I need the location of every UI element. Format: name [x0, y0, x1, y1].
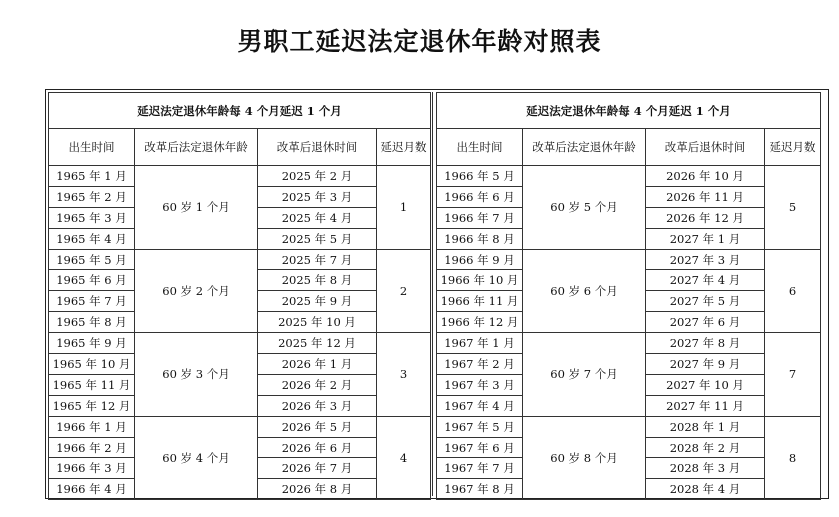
retirement-time-cell: 2025 年 2 月: [258, 166, 377, 187]
retirement-age-cell: 60 岁 5 个月: [523, 166, 646, 250]
table-row: [437, 166, 821, 187]
birth-cell: 1966 年 3 月: [49, 458, 135, 479]
retirement-time-cell: 2027 年 3 月: [646, 249, 765, 270]
birth-cell: 1965 年 10 月: [49, 354, 135, 375]
left-header-age: 改革后法定退休年龄: [135, 129, 258, 166]
retirement-age-cell: 60 岁 3 个月: [135, 333, 258, 417]
birth-cell: 1966 年 1 月: [49, 416, 135, 437]
right-table: [436, 92, 821, 500]
birth-cell: 1966 年 12 月: [437, 312, 523, 333]
birth-cell: 1965 年 11 月: [49, 374, 135, 395]
retirement-time-cell: 2027 年 4 月: [646, 270, 765, 291]
retirement-time-cell: 2026 年 10 月: [646, 166, 765, 187]
retirement-age-cell: 60 岁 1 个月: [135, 166, 258, 250]
table-row: [49, 249, 431, 270]
retirement-time-cell: 2025 年 8 月: [258, 270, 377, 291]
table-row: [49, 416, 431, 437]
birth-cell: 1966 年 11 月: [437, 291, 523, 312]
page-title: 男职工延迟法定退休年龄对照表: [237, 27, 602, 56]
birth-cell: 1965 年 7 月: [49, 291, 135, 312]
birth-cell: 1967 年 4 月: [437, 395, 523, 416]
right-header-birth: 出生时间: [437, 129, 523, 166]
left-header-retire: 改革后退休时间: [258, 129, 377, 166]
left-table: [48, 92, 431, 500]
retirement-time-cell: 2026 年 6 月: [258, 437, 377, 458]
birth-cell: 1965 年 5 月: [49, 249, 135, 270]
retirement-time-cell: 2026 年 5 月: [258, 416, 377, 437]
retirement-time-cell: 2025 年 4 月: [258, 207, 377, 228]
birth-cell: 1965 年 8 月: [49, 312, 135, 333]
retirement-time-cell: 2026 年 3 月: [258, 395, 377, 416]
retirement-time-cell: 2028 年 3 月: [646, 458, 765, 479]
birth-cell: 1965 年 6 月: [49, 270, 135, 291]
retirement-time-cell: 2026 年 8 月: [258, 479, 377, 500]
center-divider: [432, 92, 433, 496]
birth-cell: 1967 年 1 月: [437, 333, 523, 354]
table-row: [437, 249, 821, 270]
table-row: [49, 166, 431, 187]
retirement-time-cell: 2027 年 1 月: [646, 228, 765, 249]
retirement-time-cell: 2027 年 6 月: [646, 312, 765, 333]
birth-cell: 1966 年 2 月: [49, 437, 135, 458]
table-row: [437, 333, 821, 354]
retirement-age-cell: 60 岁 2 个月: [135, 249, 258, 333]
retirement-time-cell: 2027 年 11 月: [646, 395, 765, 416]
right-header-age: 改革后法定退休年龄: [523, 129, 646, 166]
retirement-time-cell: 2028 年 2 月: [646, 437, 765, 458]
birth-cell: 1966 年 5 月: [437, 166, 523, 187]
retirement-time-cell: 2027 年 10 月: [646, 374, 765, 395]
birth-cell: 1967 年 7 月: [437, 458, 523, 479]
table-row: [437, 416, 821, 437]
birth-cell: 1966 年 8 月: [437, 228, 523, 249]
delay-months-cell: 4: [377, 416, 431, 500]
retirement-time-cell: 2025 年 7 月: [258, 249, 377, 270]
birth-cell: 1966 年 10 月: [437, 270, 523, 291]
retirement-time-cell: 2027 年 9 月: [646, 354, 765, 375]
retirement-time-cell: 2025 年 9 月: [258, 291, 377, 312]
right-header-delay: 延迟月数: [765, 129, 821, 166]
birth-cell: 1966 年 6 月: [437, 186, 523, 207]
right-table-body: [437, 166, 821, 500]
delay-months-cell: 8: [765, 416, 821, 500]
birth-cell: 1967 年 5 月: [437, 416, 523, 437]
retirement-time-cell: 2026 年 1 月: [258, 354, 377, 375]
retirement-time-cell: 2025 年 3 月: [258, 186, 377, 207]
retirement-time-cell: 2025 年 12 月: [258, 333, 377, 354]
birth-cell: 1966 年 9 月: [437, 249, 523, 270]
retirement-time-cell: 2027 年 5 月: [646, 291, 765, 312]
left-section-title: 延迟法定退休年龄每 4 个月延迟 1 个月: [49, 93, 431, 129]
birth-cell: 1965 年 4 月: [49, 228, 135, 249]
birth-cell: 1965 年 9 月: [49, 333, 135, 354]
birth-cell: 1966 年 7 月: [437, 207, 523, 228]
retirement-age-cell: 60 岁 6 个月: [523, 249, 646, 333]
left-header-birth: 出生时间: [49, 129, 135, 166]
delay-months-cell: 6: [765, 249, 821, 333]
retirement-time-cell: 2027 年 8 月: [646, 333, 765, 354]
retirement-time-cell: 2026 年 11 月: [646, 186, 765, 207]
right-section-title: 延迟法定退休年龄每 4 个月延迟 1 个月: [437, 93, 821, 129]
birth-cell: 1965 年 12 月: [49, 395, 135, 416]
retirement-time-cell: 2026 年 2 月: [258, 374, 377, 395]
retirement-time-cell: 2025 年 10 月: [258, 312, 377, 333]
retirement-age-cell: 60 岁 8 个月: [523, 416, 646, 500]
right-header-retire: 改革后退休时间: [646, 129, 765, 166]
birth-cell: 1967 年 6 月: [437, 437, 523, 458]
retirement-age-cell: 60 岁 4 个月: [135, 416, 258, 500]
delay-months-cell: 5: [765, 166, 821, 250]
delay-months-cell: 2: [377, 249, 431, 333]
retirement-age-cell: 60 岁 7 个月: [523, 333, 646, 417]
birth-cell: 1967 年 8 月: [437, 479, 523, 500]
birth-cell: 1965 年 1 月: [49, 166, 135, 187]
left-header-delay: 延迟月数: [377, 129, 431, 166]
birth-cell: 1967 年 3 月: [437, 374, 523, 395]
birth-cell: 1967 年 2 月: [437, 354, 523, 375]
retirement-time-cell: 2025 年 5 月: [258, 228, 377, 249]
retirement-time-cell: 2026 年 7 月: [258, 458, 377, 479]
delay-months-cell: 3: [377, 333, 431, 417]
birth-cell: 1965 年 3 月: [49, 207, 135, 228]
birth-cell: 1966 年 4 月: [49, 479, 135, 500]
table-row: [49, 333, 431, 354]
birth-cell: 1965 年 2 月: [49, 186, 135, 207]
delay-months-cell: 7: [765, 333, 821, 417]
retirement-time-cell: 2028 年 1 月: [646, 416, 765, 437]
delay-months-cell: 1: [377, 166, 431, 250]
retirement-time-cell: 2026 年 12 月: [646, 207, 765, 228]
left-table-body: [49, 166, 431, 500]
retirement-time-cell: 2028 年 4 月: [646, 479, 765, 500]
